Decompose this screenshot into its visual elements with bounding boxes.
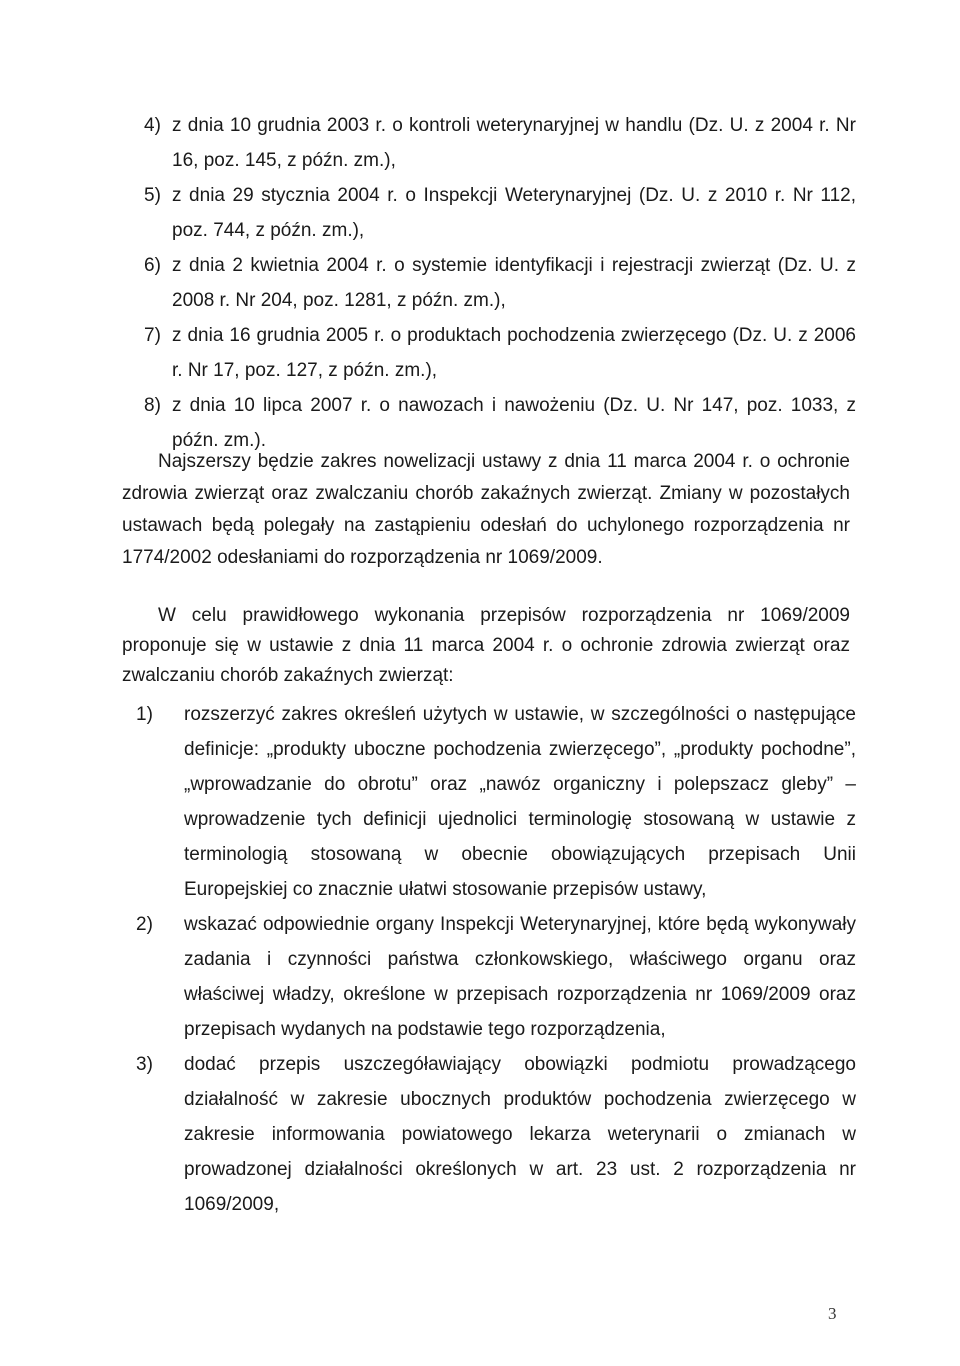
list-item-number: 1) — [136, 704, 153, 725]
list-item-number: 3) — [136, 1054, 153, 1075]
paragraph-amendment-scope: Najszerszy będzie zakres nowelizacji ustawy z dnia 11 marca 2004 r. o ochronie zdrowia zwierząt oraz zwalczaniu chorób zakaźnych zwierząt. Zmiany w pozostałych ustawach będą polegały na zastąpieniu odesłań do uchylonego rozporządzenia nr 1774/2002 odesłaniami do rozporządzenia nr 1069/2009. — [122, 451, 850, 568]
list-item-number: 4) — [144, 115, 161, 136]
law-list-top — [144, 108, 856, 458]
list-item-number: 8) — [144, 395, 161, 416]
list-item — [144, 248, 856, 318]
page-number: 3 — [828, 1304, 837, 1323]
list-item-text: rozszerzyć zakres określeń użytych w ustawie, w szczególności o następujące definicje: „produkty uboczne pochodzenia zwierzęcego”, „produkty pochodne”, „wprowadzanie do obrotu” oraz „nawóz organiczny i polepszacz gleby” – wprowadzenie tych definicji ujednolici terminologię stosowaną w ustawie z terminologią stosowaną w obecnie obowiązujących przepisach Unii Europejskiej co znacznie ułatwi stosowanie przepisów ustawy, — [184, 704, 856, 900]
proposal-list — [136, 697, 856, 1222]
list-item-number: 5) — [144, 185, 161, 206]
list-item — [144, 178, 856, 248]
list-item-text: z dnia 2 kwietnia 2004 r. o systemie identyfikacji i rejestracji zwierząt (Dz. U. z 2008 r. Nr 204, poz. 1281, z późn. zm.), — [172, 255, 856, 311]
list-item-text: z dnia 10 lipca 2007 r. o nawozach i nawożeniu (Dz. U. Nr 147, poz. 1033, z późn. zm.). — [172, 395, 856, 451]
list-item-number: 7) — [144, 325, 161, 346]
list-item-text: z dnia 29 stycznia 2004 r. o Inspekcji Weterynaryjnej (Dz. U. z 2010 r. Nr 112, poz. 744, z późn. zm.), — [172, 185, 856, 241]
list-item — [136, 697, 856, 907]
list-item-text: z dnia 10 grudnia 2003 r. o kontroli weterynaryjnej w handlu (Dz. U. z 2004 r. Nr 16, poz. 145, z późn. zm.), — [172, 115, 856, 171]
list-item — [136, 907, 856, 1047]
list-item-number: 2) — [136, 914, 153, 935]
list-item-text: z dnia 16 grudnia 2005 r. o produktach pochodzenia zwierzęcego (Dz. U. z 2006 r. Nr 17, poz. 127, z późn. zm.), — [172, 325, 856, 381]
list-item — [144, 108, 856, 178]
list-item — [144, 318, 856, 388]
list-item-text: dodać przepis uszczegóławiający obowiązki podmiotu prowadzącego działalność w zakresie ubocznych produktów pochodzenia zwierzęcego w zakresie informowania powiatowego lekarza weterynarii o zmianach w prowadzonej działalności określonych w art. 23 ust. 2 rozporządzenia nr 1069/2009, — [184, 1054, 856, 1215]
paragraph-proposal-intro: W celu prawidłowego wykonania przepisów rozporządzenia nr 1069/2009 proponuje się w ustawie z dnia 11 marca 2004 r. o ochronie zdrowia zwierząt oraz zwalczaniu chorób zakaźnych zwierząt: — [122, 605, 850, 686]
list-item-text: wskazać odpowiednie organy Inspekcji Weterynaryjnej, które będą wykonywały zadania i czynności państwa członkowskiego, właściwego organu oraz właściwej władzy, określone w przepisach rozporządzenia nr 1069/2009 oraz przepisach wydanych na podstawie tego rozporządzenia, — [184, 914, 856, 1040]
list-item-number: 6) — [144, 255, 161, 276]
list-item — [136, 1047, 856, 1222]
